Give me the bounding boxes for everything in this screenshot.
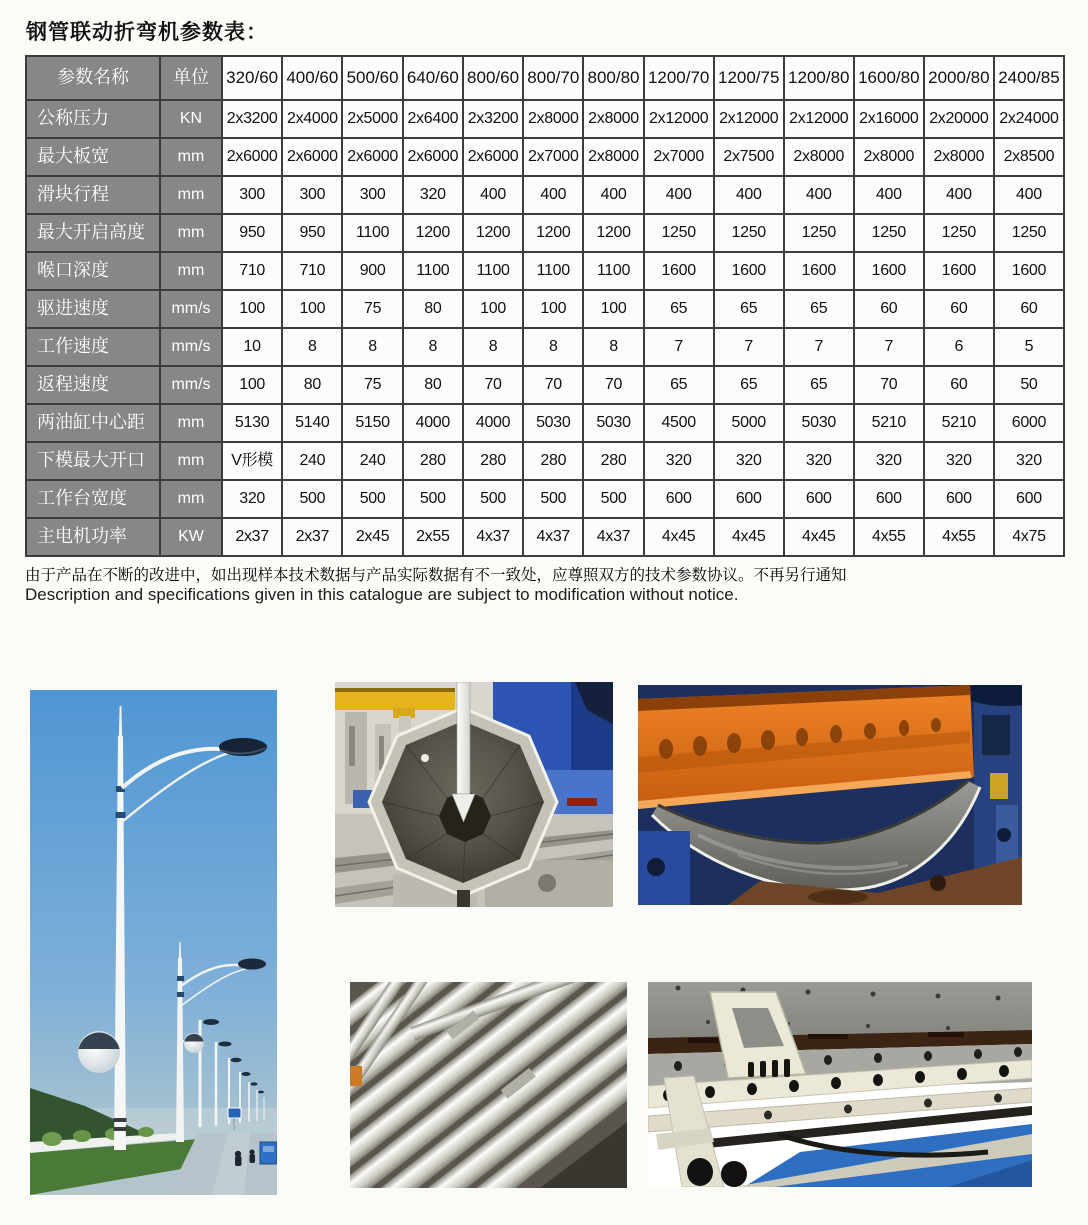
spec-value-cell: 2x37 xyxy=(282,518,342,556)
spec-value-cell: 8 xyxy=(523,328,583,366)
row-label: 两油缸中心距 xyxy=(26,404,160,442)
spec-value-cell: 4500 xyxy=(644,404,714,442)
model-column-header: 2400/85 xyxy=(994,56,1064,100)
col-header-unit: 单位 xyxy=(160,56,222,100)
spec-value-cell: 5150 xyxy=(342,404,402,442)
spec-value-cell: 950 xyxy=(282,214,342,252)
spec-value-cell: 65 xyxy=(784,366,854,404)
spec-value-cell: 7 xyxy=(644,328,714,366)
spec-value-cell: 320 xyxy=(854,442,924,480)
spec-value-cell: 2x6000 xyxy=(403,138,463,176)
spec-value-cell: 8 xyxy=(342,328,402,366)
model-column-header: 800/80 xyxy=(583,56,643,100)
row-label: 驱进速度 xyxy=(26,290,160,328)
spec-value-cell: 65 xyxy=(714,366,784,404)
spec-value-cell: 2x8000 xyxy=(523,100,583,138)
spec-value-cell: 1250 xyxy=(924,214,994,252)
spec-value-cell: 2x8000 xyxy=(854,138,924,176)
spec-value-cell: 70 xyxy=(854,366,924,404)
spec-value-cell: 2x8000 xyxy=(583,100,643,138)
spec-value-cell: 75 xyxy=(342,366,402,404)
photo-bending-press-sheet xyxy=(638,685,1022,905)
spec-value-cell: 1250 xyxy=(644,214,714,252)
spec-value-cell: 5030 xyxy=(784,404,854,442)
spec-value-cell: 65 xyxy=(784,290,854,328)
spec-value-cell: 600 xyxy=(644,480,714,518)
spec-value-cell: 65 xyxy=(714,290,784,328)
spec-value-cell: 400 xyxy=(714,176,784,214)
spec-value-cell: 1600 xyxy=(924,252,994,290)
note-chinese: 由于产品在不断的改进中，如出现样本技术数据与产品实际数据有不一致处，应尊照双方的技术参数协议。不再另行通知 xyxy=(25,567,847,584)
spec-value-cell: 280 xyxy=(583,442,643,480)
spec-value-cell: 1200 xyxy=(583,214,643,252)
spec-value-cell: 5130 xyxy=(222,404,282,442)
spec-value-cell: 400 xyxy=(784,176,854,214)
spec-value-cell: 320 xyxy=(714,442,784,480)
spec-value-cell: 7 xyxy=(714,328,784,366)
spec-value-cell: 900 xyxy=(342,252,402,290)
spec-value-cell: 2x12000 xyxy=(784,100,854,138)
row-unit: mm/s xyxy=(160,290,222,328)
spec-value-cell: 4x37 xyxy=(463,518,523,556)
row-label: 返程速度 xyxy=(26,366,160,404)
spec-table-body xyxy=(26,100,1064,556)
spec-value-cell: 2x7000 xyxy=(644,138,714,176)
spec-value-cell: 300 xyxy=(282,176,342,214)
spec-value-cell: 500 xyxy=(342,480,402,518)
spec-value-cell: 320 xyxy=(994,442,1064,480)
spec-value-cell: 2x6000 xyxy=(222,138,282,176)
spec-value-cell: 7 xyxy=(854,328,924,366)
spec-value-cell: 10 xyxy=(222,328,282,366)
spec-value-cell: 2x6000 xyxy=(282,138,342,176)
spec-value-cell: 400 xyxy=(854,176,924,214)
spec-value-cell: 8 xyxy=(403,328,463,366)
spec-value-cell: 1600 xyxy=(854,252,924,290)
spec-value-cell: 65 xyxy=(644,290,714,328)
spec-value-cell: 100 xyxy=(282,290,342,328)
spec-value-cell: 280 xyxy=(463,442,523,480)
photo-galvanized-poles xyxy=(350,982,627,1188)
spec-value-cell: 400 xyxy=(583,176,643,214)
spec-value-cell: 1200 xyxy=(403,214,463,252)
row-unit: mm xyxy=(160,442,222,480)
spec-value-cell: 280 xyxy=(523,442,583,480)
model-column-header: 640/60 xyxy=(403,56,463,100)
spec-value-cell: 65 xyxy=(644,366,714,404)
table-row xyxy=(26,366,1064,404)
spec-value-cell: 2x55 xyxy=(403,518,463,556)
spec-value-cell: 400 xyxy=(463,176,523,214)
model-column-header: 1600/80 xyxy=(854,56,924,100)
spec-value-cell: 1600 xyxy=(714,252,784,290)
spec-value-cell: 500 xyxy=(583,480,643,518)
spec-value-cell: 1250 xyxy=(714,214,784,252)
spec-value-cell: 320 xyxy=(222,480,282,518)
header-row xyxy=(26,56,1064,100)
spec-value-cell: 6 xyxy=(924,328,994,366)
spec-value-cell: 2x7000 xyxy=(523,138,583,176)
spec-value-cell: 300 xyxy=(222,176,282,214)
spec-value-cell: 8 xyxy=(583,328,643,366)
spec-value-cell: 2x4000 xyxy=(282,100,342,138)
spec-value-cell: 70 xyxy=(583,366,643,404)
spec-value-cell: 2x8500 xyxy=(994,138,1064,176)
octagon-tube-illustration xyxy=(335,682,613,907)
spec-value-cell: 1200 xyxy=(463,214,523,252)
spec-value-cell: 1250 xyxy=(854,214,924,252)
spec-value-cell: 1250 xyxy=(994,214,1064,252)
spec-value-cell: 320 xyxy=(924,442,994,480)
row-label: 最大板宽 xyxy=(26,138,160,176)
spec-value-cell: 2x3200 xyxy=(463,100,523,138)
spec-value-cell: 600 xyxy=(714,480,784,518)
model-column-header: 500/60 xyxy=(342,56,402,100)
spec-value-cell: 320 xyxy=(644,442,714,480)
spec-value-cell: 1100 xyxy=(403,252,463,290)
spec-value-cell: 5140 xyxy=(282,404,342,442)
spec-value-cell: 80 xyxy=(403,366,463,404)
support-machine-illustration xyxy=(648,982,1032,1187)
spec-value-cell: 2x6000 xyxy=(463,138,523,176)
spec-value-cell: 400 xyxy=(523,176,583,214)
press-beam-illustration xyxy=(638,685,1022,905)
table-row xyxy=(26,518,1064,556)
spec-value-cell: 100 xyxy=(463,290,523,328)
row-label: 滑块行程 xyxy=(26,176,160,214)
spec-value-cell: 320 xyxy=(784,442,854,480)
spec-value-cell: 60 xyxy=(994,290,1064,328)
table-row xyxy=(26,138,1064,176)
model-column-header: 1200/70 xyxy=(644,56,714,100)
row-label: 最大开启高度 xyxy=(26,214,160,252)
page-title: 钢管联动折弯机参数表： xyxy=(26,21,268,44)
row-label: 公称压力 xyxy=(26,100,160,138)
spec-value-cell: 100 xyxy=(222,366,282,404)
spec-value-cell: 5030 xyxy=(583,404,643,442)
spec-value-cell: 1200 xyxy=(523,214,583,252)
spec-value-cell: 6000 xyxy=(994,404,1064,442)
poles-stack-illustration xyxy=(350,982,627,1188)
row-unit: mm/s xyxy=(160,366,222,404)
spec-value-cell: 2x8000 xyxy=(924,138,994,176)
model-column-header: 400/60 xyxy=(282,56,342,100)
spec-value-cell: 50 xyxy=(994,366,1064,404)
spec-value-cell: 4x37 xyxy=(523,518,583,556)
row-unit: KW xyxy=(160,518,222,556)
row-unit: KN xyxy=(160,100,222,138)
spec-value-cell: 2x7500 xyxy=(714,138,784,176)
spec-value-cell: V形模 xyxy=(222,442,282,480)
spec-value-cell: 2x20000 xyxy=(924,100,994,138)
row-label: 工作速度 xyxy=(26,328,160,366)
spec-value-cell: 60 xyxy=(854,290,924,328)
spec-value-cell: 75 xyxy=(342,290,402,328)
model-column-header: 800/60 xyxy=(463,56,523,100)
photo-support-arm-machine xyxy=(648,982,1032,1187)
spec-value-cell: 400 xyxy=(994,176,1064,214)
spec-value-cell: 2x37 xyxy=(222,518,282,556)
spec-value-cell: 240 xyxy=(282,442,342,480)
spec-value-cell: 4000 xyxy=(403,404,463,442)
spec-value-cell: 4x45 xyxy=(644,518,714,556)
spec-value-cell: 500 xyxy=(463,480,523,518)
model-column-header: 1200/75 xyxy=(714,56,784,100)
spec-value-cell: 600 xyxy=(854,480,924,518)
table-row xyxy=(26,328,1064,366)
spec-value-cell: 1100 xyxy=(523,252,583,290)
spec-value-cell: 240 xyxy=(342,442,402,480)
row-label: 喉口深度 xyxy=(26,252,160,290)
row-label: 下模最大开口 xyxy=(26,442,160,480)
spec-table xyxy=(25,55,1065,557)
spec-value-cell: 5210 xyxy=(924,404,994,442)
spec-value-cell: 100 xyxy=(222,290,282,328)
photo-octagonal-cross-section xyxy=(335,682,613,907)
row-unit: mm xyxy=(160,480,222,518)
spec-value-cell: 4000 xyxy=(463,404,523,442)
spec-value-cell: 80 xyxy=(403,290,463,328)
table-row xyxy=(26,252,1064,290)
spec-value-cell: 80 xyxy=(282,366,342,404)
spec-value-cell: 500 xyxy=(282,480,342,518)
table-row xyxy=(26,442,1064,480)
model-column-header: 1200/80 xyxy=(784,56,854,100)
spec-value-cell: 1100 xyxy=(342,214,402,252)
model-column-header: 800/70 xyxy=(523,56,583,100)
spec-value-cell: 2x24000 xyxy=(994,100,1064,138)
spec-value-cell: 710 xyxy=(282,252,342,290)
spec-value-cell: 4x75 xyxy=(994,518,1064,556)
spec-value-cell: 5210 xyxy=(854,404,924,442)
spec-value-cell: 2x8000 xyxy=(784,138,854,176)
table-row xyxy=(26,176,1064,214)
spec-value-cell: 4x45 xyxy=(714,518,784,556)
spec-value-cell: 2x3200 xyxy=(222,100,282,138)
spec-value-cell: 1600 xyxy=(644,252,714,290)
spec-value-cell: 4x55 xyxy=(924,518,994,556)
spec-value-cell: 300 xyxy=(342,176,402,214)
spec-value-cell: 2x6400 xyxy=(403,100,463,138)
spec-value-cell: 2x8000 xyxy=(583,138,643,176)
spec-value-cell: 8 xyxy=(463,328,523,366)
spec-value-cell: 1100 xyxy=(463,252,523,290)
spec-value-cell: 710 xyxy=(222,252,282,290)
row-unit: mm xyxy=(160,252,222,290)
table-row xyxy=(26,404,1064,442)
spec-value-cell: 600 xyxy=(924,480,994,518)
spec-value-cell: 950 xyxy=(222,214,282,252)
spec-value-cell: 100 xyxy=(523,290,583,328)
row-unit: mm xyxy=(160,176,222,214)
spec-value-cell: 70 xyxy=(523,366,583,404)
spec-value-cell: 280 xyxy=(403,442,463,480)
photo-street-light-poles xyxy=(30,690,277,1195)
street-lamps-illustration xyxy=(30,690,277,1195)
spec-value-cell: 1600 xyxy=(994,252,1064,290)
spec-value-cell: 4x55 xyxy=(854,518,924,556)
spec-value-cell: 400 xyxy=(924,176,994,214)
spec-value-cell: 100 xyxy=(583,290,643,328)
row-unit: mm xyxy=(160,404,222,442)
spec-value-cell: 600 xyxy=(994,480,1064,518)
row-label: 工作台宽度 xyxy=(26,480,160,518)
row-unit: mm xyxy=(160,138,222,176)
row-label: 主电机功率 xyxy=(26,518,160,556)
spec-value-cell: 8 xyxy=(282,328,342,366)
spec-value-cell: 4x45 xyxy=(784,518,854,556)
row-unit: mm xyxy=(160,214,222,252)
spec-value-cell: 70 xyxy=(463,366,523,404)
spec-value-cell: 2x16000 xyxy=(854,100,924,138)
spec-value-cell: 400 xyxy=(644,176,714,214)
row-unit: mm/s xyxy=(160,328,222,366)
spec-value-cell: 4x37 xyxy=(583,518,643,556)
spec-value-cell: 2x45 xyxy=(342,518,402,556)
table-row xyxy=(26,480,1064,518)
spec-value-cell: 1600 xyxy=(784,252,854,290)
spec-value-cell: 7 xyxy=(784,328,854,366)
spec-value-cell: 5000 xyxy=(714,404,784,442)
spec-value-cell: 60 xyxy=(924,366,994,404)
spec-value-cell: 2x6000 xyxy=(342,138,402,176)
spec-value-cell: 5 xyxy=(994,328,1064,366)
spec-value-cell: 1100 xyxy=(583,252,643,290)
spec-value-cell: 2x12000 xyxy=(644,100,714,138)
spec-value-cell: 500 xyxy=(403,480,463,518)
table-row xyxy=(26,214,1064,252)
table-row xyxy=(26,290,1064,328)
spec-value-cell: 1250 xyxy=(784,214,854,252)
note-english: Description and specifications given in this catalogue are subject to modification without notice. xyxy=(25,585,739,604)
spec-value-cell: 60 xyxy=(924,290,994,328)
model-column-header: 2000/80 xyxy=(924,56,994,100)
spec-value-cell: 500 xyxy=(523,480,583,518)
spec-table-header xyxy=(26,56,1064,100)
spec-value-cell: 2x12000 xyxy=(714,100,784,138)
spec-value-cell: 5030 xyxy=(523,404,583,442)
spec-value-cell: 600 xyxy=(784,480,854,518)
spec-value-cell: 2x5000 xyxy=(342,100,402,138)
spec-value-cell: 320 xyxy=(403,176,463,214)
table-row xyxy=(26,100,1064,138)
model-column-header: 320/60 xyxy=(222,56,282,100)
col-header-param-name: 参数名称 xyxy=(26,56,160,100)
